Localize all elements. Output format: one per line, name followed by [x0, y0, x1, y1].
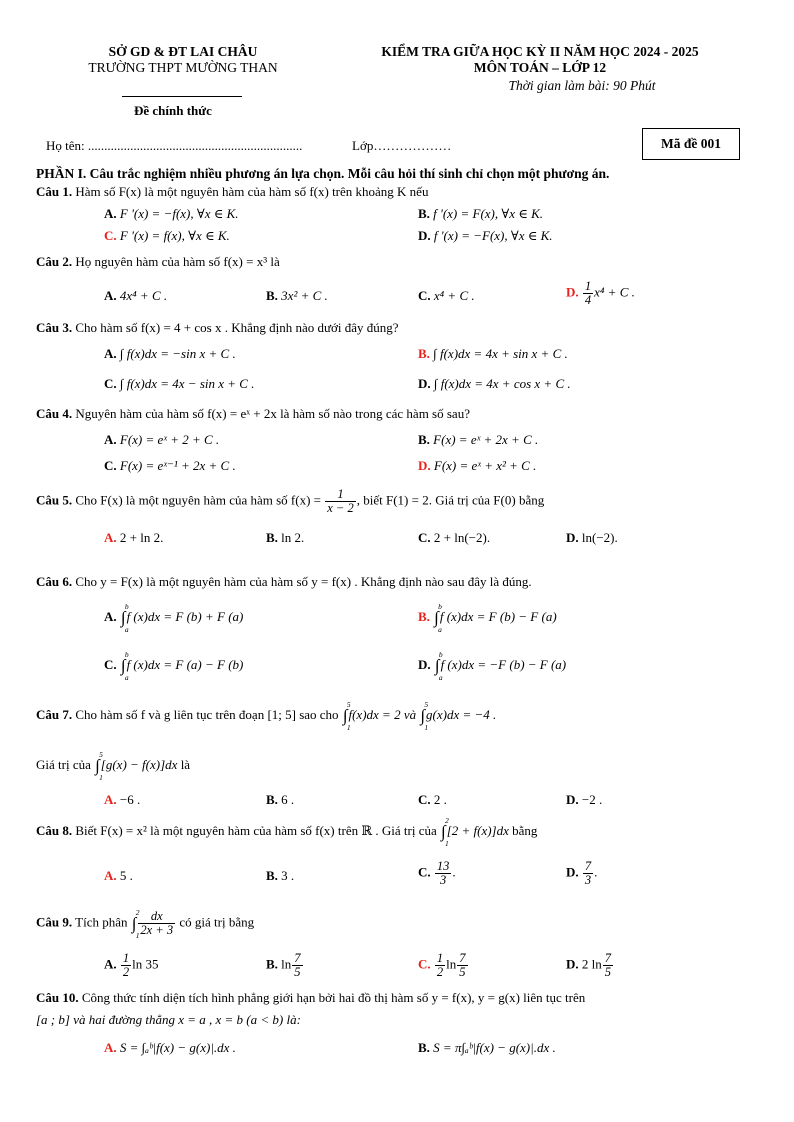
name-field: Họ tên: .................................................................. — [46, 138, 303, 153]
option-b: B. ln $\frac{7}{5}$ — [266, 951, 301, 979]
option-b-correct: B. ∫ b a f (x)dx = F (b) − F (a) — [418, 602, 557, 634]
option-c: C. ∫ b a f (x)dx = F (a) − F (b) — [104, 650, 244, 682]
option-a: A. F '(x) = −f(x), ∀x ∈ K. — [104, 206, 239, 221]
option-c: C. $\frac{13}{3}$ . — [418, 859, 456, 887]
option-b: B. 3 . — [266, 868, 295, 883]
option-d: D. f '(x) = −F(x), ∀x ∈ K. — [418, 228, 553, 243]
option-c: C. ∫ f(x)dx = 4x − sin x + C . — [104, 376, 255, 391]
exam-title: KIỂM TRA GIỮA HỌC KỲ II NĂM HỌC 2024 - 2025 — [381, 44, 699, 59]
option-a: A. ∫ b a f (x)dx = F (b) + F (a) — [104, 602, 244, 634]
option-a-correct: A. 5 . — [104, 868, 133, 883]
option-c-correct: C. F '(x) = f(x), ∀x ∈ K. — [104, 228, 230, 243]
option-b: B. S = π∫ₐᵇ|f(x) − g(x)|.dx . — [418, 1040, 556, 1055]
option-c-correct: C. $\frac{1}{2}$ ln $\frac{7}{5}$ — [418, 951, 466, 979]
option-b: B. 6 . — [266, 792, 295, 807]
option-a: A. 4x⁴ + C . — [104, 288, 168, 303]
option-b: B. 3x² + C . — [266, 288, 328, 303]
option-d: D. ∫ f(x)dx = 4x + cos x + C . — [418, 376, 571, 391]
part-title: PHẦN I. Câu trắc nghiệm nhiều phương án lựa chọn. Mỗi câu hỏi thí sinh chỉ chọn một phương án. — [36, 166, 610, 181]
option-d: D. $\frac{7}{3}$ . — [566, 859, 598, 887]
option-a-correct: A. −6 . — [104, 792, 141, 807]
question-6: Câu 6. Cho y = F(x) là một nguyên hàm của hàm số y = f(x) . Khẳng định nào sau đây là đúng. — [36, 574, 532, 589]
time-allowed: Thời gian làm bài: 90 Phút — [508, 78, 656, 93]
class-field: Lớp……………… — [352, 138, 452, 153]
school-name: TRƯỜNG THPT MƯỜNG THAN — [88, 60, 278, 75]
option-b-correct: B. ∫ f(x)dx = 4x + sin x + C . — [418, 346, 568, 361]
question-8: Câu 8. Biết F(x) = x² là một nguyên hàm của hàm số f(x) trên ℝ . Giá trị của ∫ 2 1 [2 + f(x)]dx bằng — [36, 816, 538, 848]
option-c: C. F(x) = eˣ⁻¹ + 2x + C . — [104, 458, 236, 473]
question-5: Câu 5. Cho F(x) là một nguyên hàm của hàm số f(x) = $\frac{1}{x - 2}$ , biết F(1) = 2. Giá trị của F(0) bằng — [36, 487, 545, 515]
option-c: C. 2 . — [418, 792, 447, 807]
subject: MÔN TOÁN – LỚP 12 — [473, 60, 607, 75]
question-10: Câu 10. Công thức tính diện tích hình phẳng giới hạn bởi hai đồ thị hàm số y = f(x), y = g(x) liên tục trên — [36, 990, 586, 1005]
option-d: D. ∫ b a f (x)dx = −F (b) − F (a) — [418, 650, 567, 682]
question-label: Câu 1. — [36, 184, 73, 199]
option-c: C. x⁴ + C . — [418, 288, 475, 303]
option-a-correct: A. 2 + ln 2. — [104, 530, 164, 545]
question-7-line2: Giá trị của ∫ 5 1 [g(x) − f(x)]dx là — [36, 750, 191, 782]
option-b: B. ln 2. — [266, 530, 305, 545]
option-a: A. F(x) = eˣ + 2 + C . — [104, 432, 220, 447]
option-c: C. 2 + ln(−2). — [418, 530, 491, 545]
divider — [122, 96, 242, 97]
option-a: A. ∫ f(x)dx = −sin x + C . — [104, 346, 236, 361]
question-text: Hàm số F(x) là một nguyên hàm của hàm số f(x) trên khoảng K nếu — [75, 184, 429, 199]
option-d: D. 2 ln $\frac{7}{5}$ — [566, 951, 612, 979]
question-9: Câu 9. Tích phân ∫ 2 1 $\frac{dx}{2x + 3}$ có giá trị bằng — [36, 907, 255, 940]
question-7: Câu 7. Cho hàm số f và g liên tục trên đoạn [1; 5] sao cho ∫ 5 1 f(x)dx = 2 và ∫ 5 1 g(x)dx = −4 . — [36, 700, 497, 732]
question-1 — [36, 184, 428, 200]
question-4: Câu 4. Nguyên hàm của hàm số f(x) = eˣ + 2x là hàm số nào trong các hàm số sau? — [36, 406, 470, 421]
option-b: B. f '(x) = F(x), ∀x ∈ K. — [418, 206, 544, 221]
official-label: Đề chính thức — [134, 103, 212, 118]
option-a-correct: A. S = ∫ₐᵇ|f(x) − g(x)|.dx . — [104, 1040, 236, 1055]
option-d: D. −2 . — [566, 792, 603, 807]
option-d-correct: D. F(x) = eˣ + x² + C . — [418, 458, 537, 473]
option-d: D. ln(−2). — [566, 530, 618, 545]
department-name: SỞ GD & ĐT LAI CHÂU — [108, 44, 258, 59]
option-a: A. $\frac{1}{2}$ ln 35 — [104, 951, 159, 979]
question-3: Câu 3. Cho hàm số f(x) = 4 + cos x . Khẳng định nào dưới đây đúng? — [36, 320, 399, 335]
exam-code-box: Mã đề 001 — [642, 128, 740, 160]
option-d-correct: D. $\frac{1}{4}$ x⁴ + C . — [566, 279, 635, 307]
option-b: B. F(x) = eˣ + 2x + C . — [418, 432, 539, 447]
question-2: Câu 2. Họ nguyên hàm của hàm số f(x) = x³ là — [36, 254, 280, 269]
question-10-line2: [a ; b] và hai đường thẳng x = a , x = b (a < b) là: — [36, 1012, 301, 1027]
